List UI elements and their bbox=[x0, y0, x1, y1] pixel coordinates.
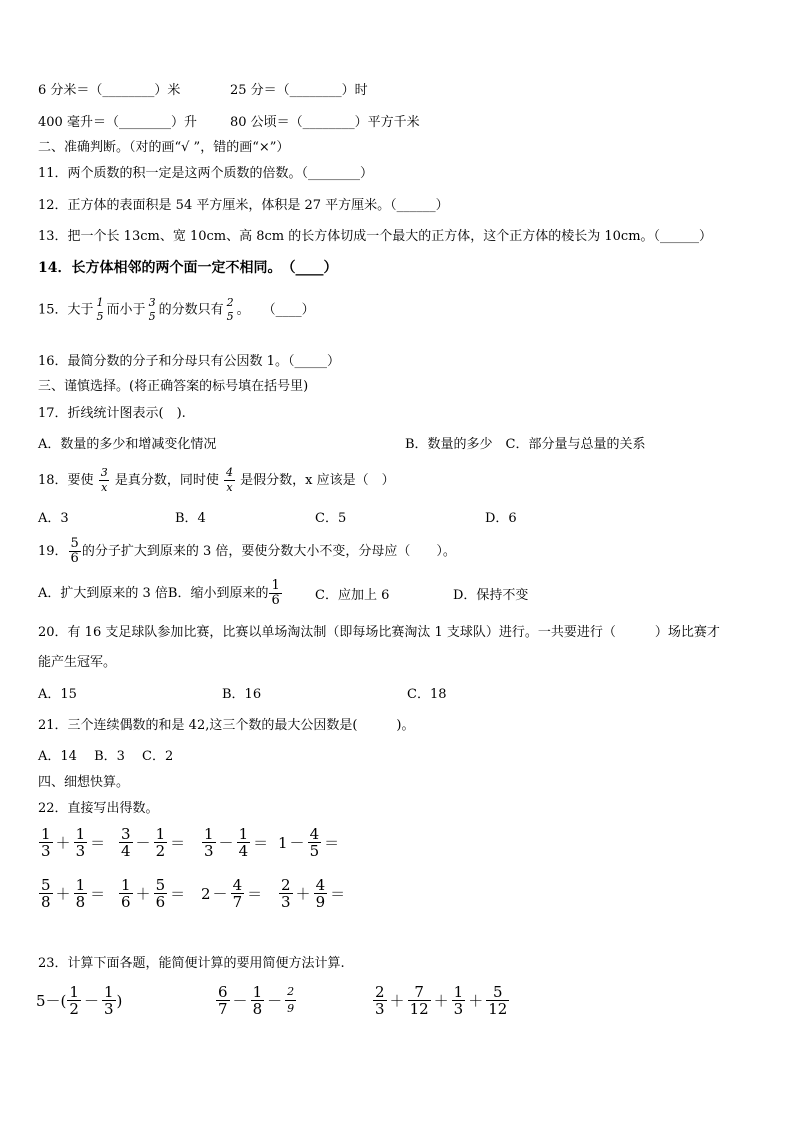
q23-expression-2: $\frac{6}{7}$ － $\frac{1}{8}$ － $\frac{2}{9}$ bbox=[218, 983, 295, 1018]
question-18-stem: 18．要使 $\frac{3}{x}$ 是真分数，同时使 $\frac{4}{x}$ 是假分数，x 应该是（ ） bbox=[38, 466, 395, 494]
question-15 bbox=[38, 296, 315, 324]
section-3-heading: 三、谨慎选择。(将正确答案的标号填在括号里) bbox=[38, 379, 309, 394]
question-17-option-a: A．数量的多少和增减变化情况 bbox=[38, 437, 217, 452]
question-17-options-bc: B．数量的多少 C．部分量与总量的关系 bbox=[405, 437, 646, 452]
q22-expression: 1 － $\frac{4}{5}$ ＝ bbox=[278, 825, 340, 860]
question-23-stem: 23．计算下面各题，能简便计算的要用简便方法计算. bbox=[38, 956, 345, 971]
q15-mid-1: 而小于 bbox=[106, 302, 146, 318]
question-19-options: A．扩大到原来的 3 倍B．缩小到原来的 $\frac{1}{6}$ bbox=[38, 578, 280, 608]
q18-option-c: C．5 bbox=[315, 511, 347, 526]
q18-fraction-2: $\frac{4}{x}$ bbox=[225, 466, 233, 494]
q22-expression: $\frac{1}{6}$ ＋ $\frac{5}{6}$ ＝ bbox=[121, 876, 186, 911]
question-19-stem: 19． $\frac{5}{6}$ 的分子扩大到原来的 3 倍，要使分数大小不变，分母应（ ）。 bbox=[38, 536, 456, 566]
question-20-line-1: 20．有 16 支足球队参加比赛，比赛以单场淘汰制（即每场比赛淘汰 1 支球队）进行。一共要进行（ ）场比赛才 bbox=[38, 625, 720, 640]
section-4-heading: 四、细想快算。 bbox=[38, 775, 130, 790]
q22-expression: $\frac{2}{3}$ ＋ $\frac{4}{9}$ ＝ bbox=[281, 876, 346, 911]
q23-expression-1: 5－( $\frac{1}{2}$ － $\frac{1}{3}$ ) bbox=[36, 983, 123, 1018]
question-21-options: A．14 B．3 C．2 bbox=[38, 749, 174, 764]
q15-suffix: 。 （____） bbox=[236, 302, 315, 318]
q15-fraction-3: 2 5 bbox=[226, 296, 234, 323]
unit-item-2: 25 分＝（________）时 bbox=[230, 83, 368, 98]
q18-fraction-1: $\frac{3}{x}$ bbox=[100, 466, 108, 494]
q18-option-d: D．6 bbox=[485, 511, 517, 526]
q20-option-c: C．18 bbox=[407, 687, 447, 702]
unit-item-4: 80 公顷＝（________）平方千米 bbox=[230, 115, 420, 130]
q19-fraction: $\frac{5}{6}$ bbox=[70, 536, 79, 566]
q22-expression: $\frac{5}{8}$ ＋ $\frac{1}{8}$ ＝ bbox=[41, 876, 106, 911]
q18-option-a: A．3 bbox=[38, 511, 69, 526]
q19-option-c: C．应加上 6 bbox=[315, 588, 390, 603]
q22-expression: $\frac{1}{3}$ ＋ $\frac{1}{3}$ ＝ bbox=[41, 825, 106, 860]
section-2-heading: 二、准确判断。（对的画“√ ”，错的画“×”） bbox=[38, 140, 290, 155]
q15-prefix: 15．大于 bbox=[38, 302, 94, 318]
q22-expression: $\frac{1}{3}$ － $\frac{1}{4}$ ＝ bbox=[204, 825, 269, 860]
question-22-stem: 22．直接写出得数。 bbox=[38, 801, 159, 816]
question-12: 12．正方体的表面积是 54 平方厘米，体积是 27 平方厘米。（______） bbox=[38, 198, 449, 213]
question-16: 16．最简分数的分子和分母只有公因数 1。（_____） bbox=[38, 354, 340, 369]
question-20-line-2: 能产生冠军。 bbox=[38, 655, 117, 670]
unit-item-1: 6 分米＝（________）米 bbox=[38, 83, 181, 98]
q20-option-b: B．16 bbox=[222, 687, 262, 702]
question-17-stem: 17．折线统计图表示( ). bbox=[38, 406, 186, 421]
q18-option-b: B．4 bbox=[175, 511, 206, 526]
q23-expression-3: $\frac{2}{3}$ ＋ $\frac{7}{12}$ ＋ $\frac{1}{3}$ ＋ $\frac{5}{12}$ bbox=[375, 983, 508, 1018]
q19-option-b-fraction: $\frac{1}{6}$ bbox=[271, 578, 280, 608]
question-13: 13．把一个长 13cm、宽 10cm、高 8cm 的长方体切成一个最大的正方体，这个正方体的棱长为 10cm。（______） bbox=[38, 229, 713, 244]
q15-fraction-2: 3 5 bbox=[148, 296, 156, 323]
unit-item-3: 400 毫升＝（________）升 bbox=[38, 115, 197, 130]
q15-fraction-1: 1 5 bbox=[96, 296, 104, 323]
q20-option-a: A．15 bbox=[38, 687, 77, 702]
q22-expression: $\frac{3}{4}$ － $\frac{1}{2}$ ＝ bbox=[121, 825, 186, 860]
q22-expression: 2 － $\frac{4}{7}$ ＝ bbox=[201, 876, 263, 911]
question-14: 14．长方体相邻的两个面一定不相同。 （____） bbox=[38, 260, 338, 276]
question-21-stem: 21．三个连续偶数的和是 42,这三个数的最大公因数是( )。 bbox=[38, 718, 415, 733]
question-11: 11．两个质数的积一定是这两个质数的倍数。（________） bbox=[38, 166, 374, 181]
q15-mid-2: 的分数只有 bbox=[158, 302, 224, 318]
q19-option-d: D．保持不变 bbox=[453, 588, 529, 603]
